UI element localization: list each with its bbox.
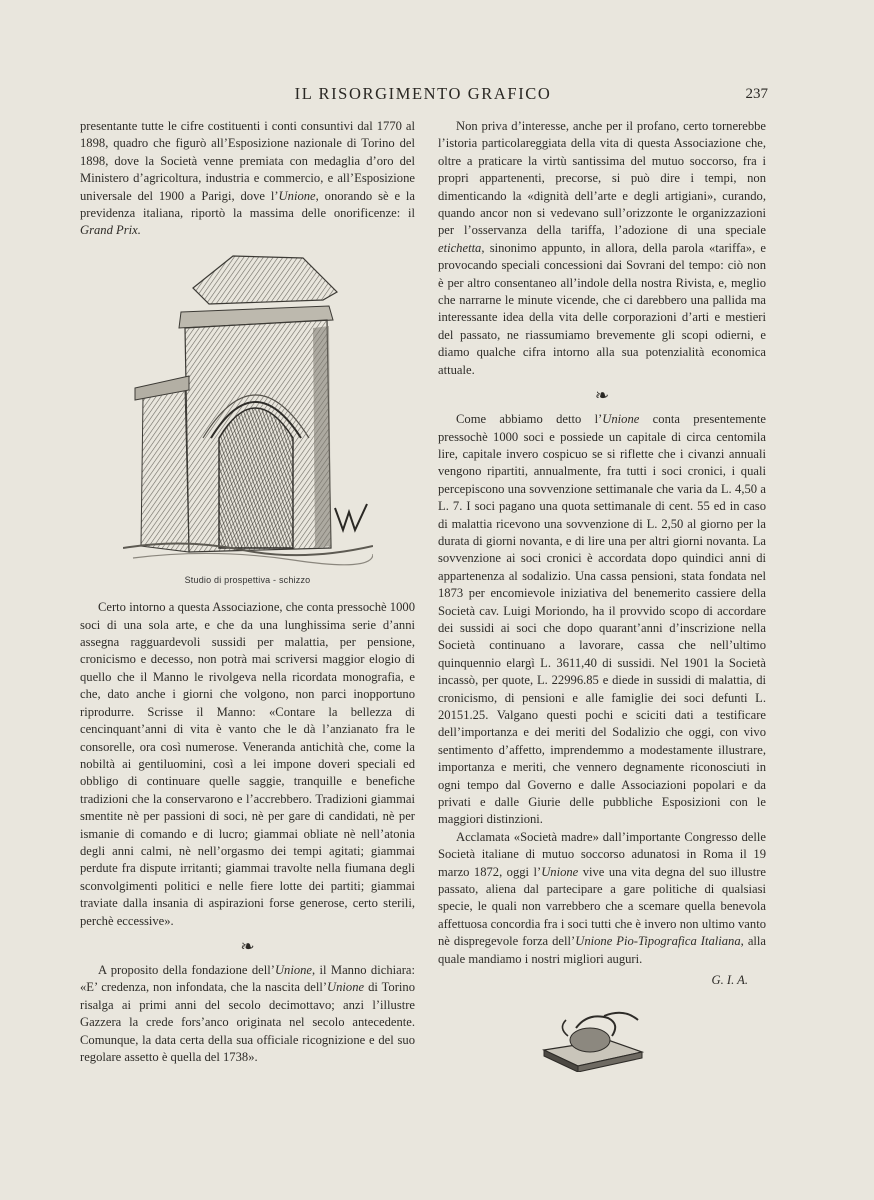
left-paragraph-3: A proposito della fondazione dell’Unione, il Manno dichiara: «E’ credenza, non infondata, che la nascita dell’Unione di Torino risalga ai primi anni del secolo decimottavo; anzi l’illustre Gazzera la crede fors’anco originata nel secolo antecedente. Comunque, la data certa della sua officiale ricognizione e del suo regolare assetto è quella del 1738». [80,962,415,1064]
arch-sketch-illustration [123,248,373,566]
hands-vignette [538,1006,766,1077]
left-paragraph-1: presentante tutte le cifre costituenti i conti consuntivi dal 1770 al 1898, quadro che figurò all’Esposizione nazionale di Torino del 1898, dove la Società venne premiata con medaglia d’oro del Ministero d’agricoltura, industria e commercio, e all’Esposizione universale del 1900 a Parigi, dove l’Unione, onorando sè e la previdenza italiana, riportò la massima delle onorificenze: il Grand Prix. [80,119,415,238]
left-column [80,118,415,1066]
figure-caption: Studio di prospettiva - schizzo [184,574,311,585]
right-paragraph-3: Acclamata «Società madre» dall’importante Congresso delle Società italiane di mutuo soccorso adunatosi in Roma il 19 marzo 1872, oggi l’Unione vive una vita degna del suo illustre passato, aliena dal partecipare a gare politiche di qualsiasi specie, le quali non varrebbero che a scemare quella benevola affettuosa concordia fra i soci tutti che è invero non ultimo vanto nè dispregevole forza dell’Unione Pio-Tipografica Italiana, alla quale mandiamo i nostri migliori auguri. [438,829,766,966]
left-paragraph-2: Certo intorno a questa Associazione, che conta pressochè 1000 soci di una sola arte, e che da una lunghissima serie d’anni assegna ragguardevoli sussidi per malattia, per pensione, cronicismo e decesso, non potrà mai scriversi maggior elogio di quello che il Manno le rivolgeva nella ricordata monografia, e che, dato anche i giorni che volgono, non parci inopportuno riprodurre. Scrisse il Manno: «Contare la bellezza di cencinquant’anni di vita è vanto che le dà l’anzianato fra le consorelle, ora così numerose. Veneranda antichità che, come la nobiltà ai gentiluomini, così a lei impone doveri speciali ed obbligo di continuare quelle saggie, tranquille e benefiche tradizioni che la conservarono e l’accrebbero. Tradizioni giammai smentite nè per passioni di soci, nè per gare di candidati, nè per ismanie di comando e di lucro; giammai obliate nè nell’atonia degli anni calmi, nè nell’orgasmo dei tempi agitati; giammai perdute fra dispute irritanti; giammai travolte nella fiumana degli sconvolgimenti politici e nelle fiere lotte dei partiti; giammai traviate dalla insania di aspirazioni forse generose, certo sterili, perchè eccessive». [80,600,415,928]
journal-title: IL RISORGIMENTO GRAFICO [294,84,552,103]
running-header [78,84,768,108]
section-ornament-icon: ❧ [240,936,255,956]
right-column [438,118,766,1077]
right-paragraph-1: Non priva d’interesse, anche per il profano, certo tornerebbe l’istoria particolareggiata della vita di questa Associazione che, oltre a praticare la virtù santissima del mutuo soccorso, fra i propri appartenenti, precorse, si può dire i tempi, non dimenticando la «dignità dell’arte e degli artigiani», curando, quando ancor non si vedevano sull’orizzonte le organizzazioni per l’osservanza della tariffa, l’adozione di una speciale etichetta, sinonimo appunto, in allora, della parola «tariffa», e provocando speciali concessioni dai Sovrani del tempo: ciò non è per altro consentaneo all’indole della nostra Rivista, e, meglio che narrarne le minute vicende, che ci darebbero una pallida ma interessante idea della vita delle corporazioni d’arti e mestieri del passato, ne riassumiamo brevemente gli scopi odierni, e diamo qualche cifra intorno alla sua potenzialità economica attuale. [438,119,766,377]
section-ornament-icon: ❧ [594,386,610,406]
right-paragraph-2: Come abbiamo detto l’Unione conta presentemente pressochè 1000 soci e possiede un capitale di circa centomila lire, capitale invero cospicuo se si riflette che i civanzi annuali vengono ripartiti, annualmente, fra tutti i soci cronici, i quali percepiscono una sovvenzione settimanale che varia da L. 4,50 a L. 7. I soci pagano una quota settimanale di cent. 55 ed in caso di malattia ricevono una sovvenzione di L. 2,50 al giorno per la durata di giorni novanta, e di lire una per altri giorni novanta. La sovvenzione ai soci cronici è accordata dopo quindici anni di appartenenza al sodalizio. Una cassa pensioni, stata fondata nel 1873 per encomievole iniziativa del benemerito cassiere della Società cav. Luigi Moriondo, ha il provvido scopo di accordare dei sussidi ai soci che dopo quarant’anni d’inscrizione nella Società continuano a lavorare, cassa che nell’ultimo quinquennio elargì L. 3611,40 di sussidi. Nel 1901 la Società incassò, per quote, L. 22996.85 e diede in sussidi di malattia, di cronicismo, di pensioni e alle famiglie dei soci defunti L. 20151.25. Valgano questi pochi e sciciti dati a testificare dell’importanza e dei meriti del Sodalizio che oggi, con vivo sentimento d’affetto, imprendemmo a modestamente illustrare, importanza e meriti, che vennero degnamente riconosciuti in ogni tempo dal Governo e dalle Associazioni popolari e da privati e dalle Giurie delle pubbliche Esposizioni con le maggiori distinzioni. [438,412,766,827]
page-number: 237 [745,86,768,102]
perspective-sketch-figure [117,248,379,589]
author-signature: G. I. A. [711,973,748,988]
closing-vignette-illustration [538,1006,648,1072]
